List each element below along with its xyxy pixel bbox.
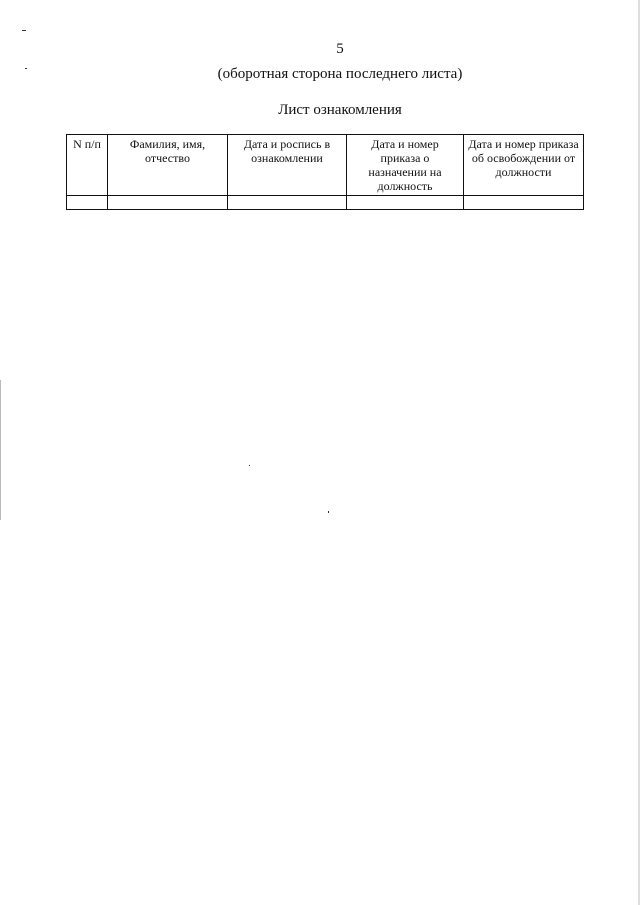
- page-subtitle: (оборотная сторона последнего листа): [217, 66, 463, 82]
- scan-speck: [249, 465, 250, 466]
- table-row: [67, 196, 584, 210]
- header-dismissal-order: Дата и номер приказа об освобождении от должности: [464, 135, 584, 196]
- scan-speck: [328, 511, 329, 513]
- header-date-signature: Дата и роспись в ознакомлении: [228, 135, 347, 196]
- header-number: N п/п: [67, 135, 108, 196]
- page-number: 5: [336, 41, 344, 57]
- scan-speck: [22, 30, 26, 31]
- acknowledgement-table: [66, 134, 584, 210]
- table-cell: [228, 196, 347, 210]
- sheet-title: Лист ознакомления: [278, 102, 402, 118]
- table-header-row: [67, 135, 584, 196]
- scan-edge-line: [0, 380, 1, 520]
- table-cell: [347, 196, 464, 210]
- table-cell: [67, 196, 108, 210]
- scan-speck: [25, 68, 27, 69]
- header-full-name: Фамилия, имя, отчество: [108, 135, 228, 196]
- header-appointment-order: Дата и номер приказа о назначении на должность: [347, 135, 464, 196]
- table-cell: [108, 196, 228, 210]
- table-cell: [464, 196, 584, 210]
